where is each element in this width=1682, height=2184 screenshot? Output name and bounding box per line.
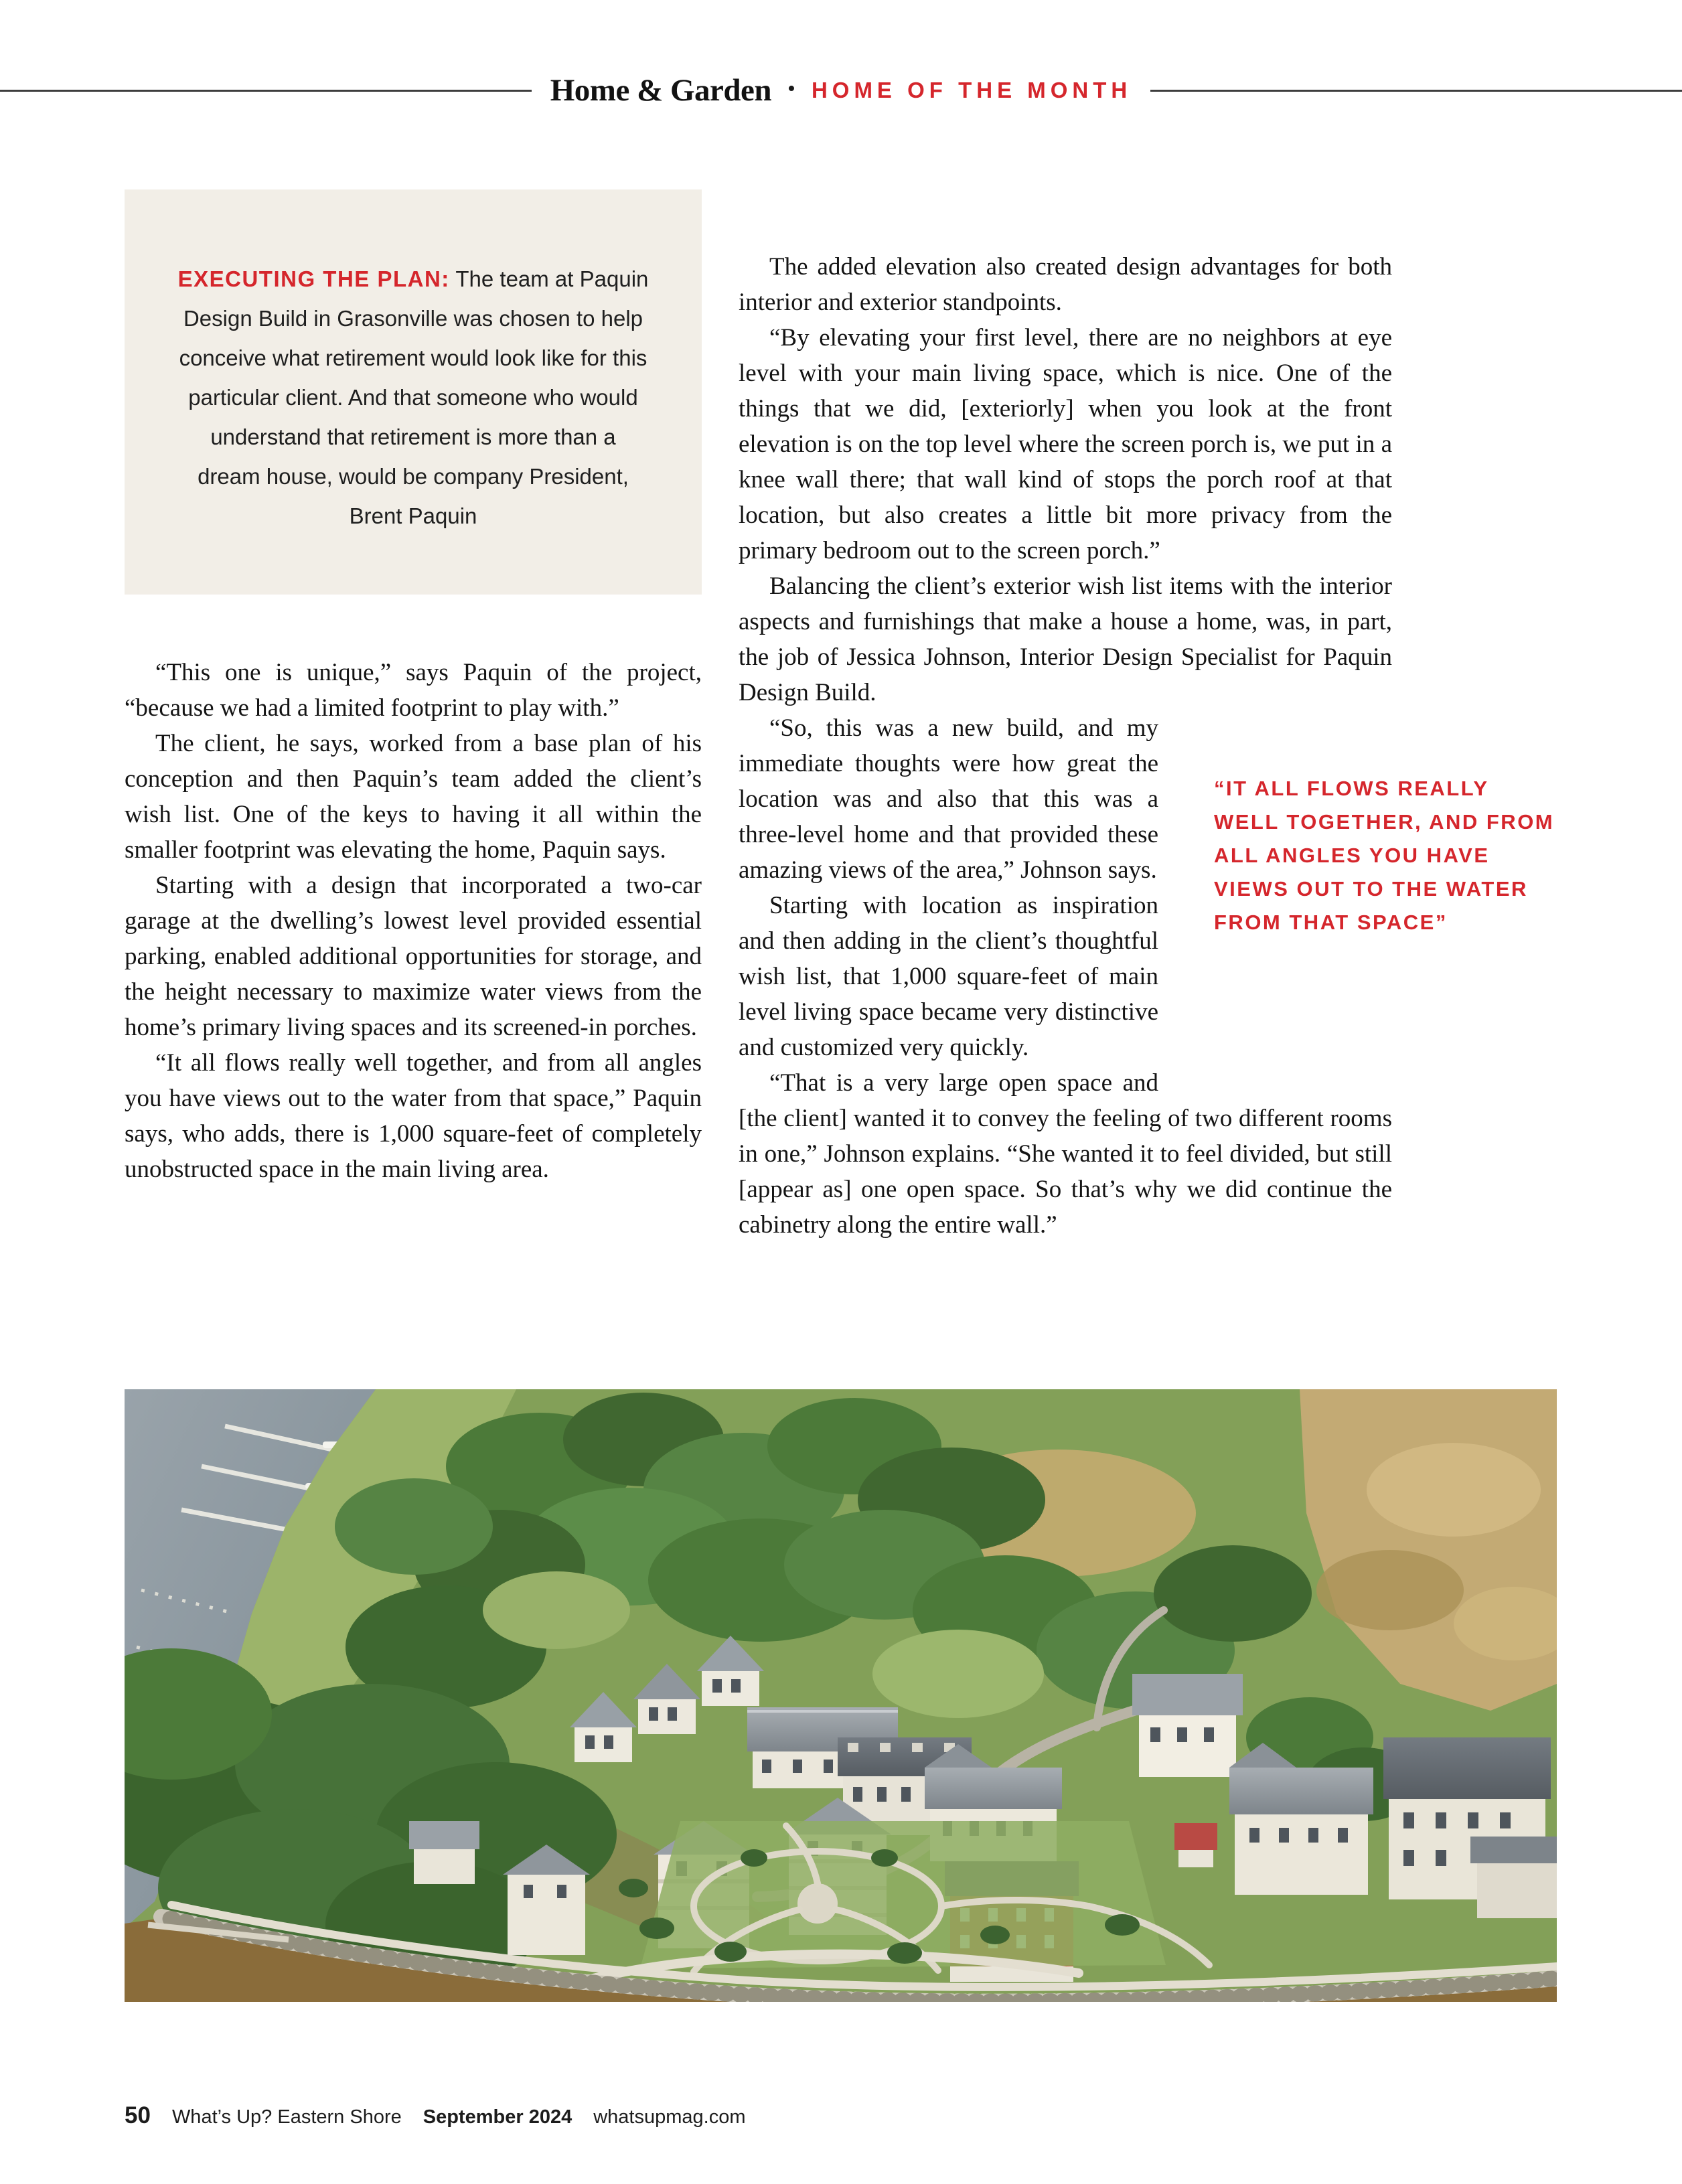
lawn-paths — [593, 1821, 1209, 1978]
body-paragraph: “So, this was a new build, and my immediate thoughts were how great the location was and also that this was a three-level home and that provided these amazing views of the area,” Johnson says. — [739, 714, 1158, 884]
box-body: The team at Paquin Design Build in Grasonville was chosen to help conceive what retirement would look like for this particular client. And that someone who would understand that retirement is more than a dream house, would be company President, Brent Paquin — [179, 266, 649, 528]
dot-separator-icon: • — [787, 76, 795, 101]
left-column — [125, 655, 702, 1187]
plaza-circle — [797, 1883, 838, 1924]
body-paragraph: Starting with a design that incorporated a two-car garage at the dwelling’s lowest level provided essential parking, enabled additional opportunities for storage, and the height necessary to maximize water views from the home’s primary living spaces and its screened-in porches. — [125, 872, 702, 1041]
body-paragraph: The added elevation also created design advantages for both interior and exterior standpoints. — [739, 253, 1392, 316]
footer — [125, 2102, 746, 2129]
body-paragraph: “That is a very large open space and [the client] wanted it to convey the feeling of two different rooms in one,” Johnson explains. “She wanted it to feel divided, but still [appear as] one open space. So that’s why we did continue the cabinetry along the entire wall.” — [739, 1069, 1392, 1239]
aerial-photo — [125, 1389, 1557, 2002]
body-paragraph: “This one is unique,” says Paquin of the project, “because we had a limited footprint to play with.” — [125, 659, 702, 722]
right-column — [739, 249, 1555, 1243]
aerial-photo-graphic — [125, 1389, 1557, 2002]
body-paragraph: Balancing the client’s exterior wish list items with the interior aspects and furnishings that make a house a home, was, in part, the job of Jessica Johnson, Interior Design Specialist for Paquin Design Build. — [739, 572, 1392, 706]
header-rule-left — [0, 90, 532, 92]
section-title: Home & Garden — [550, 73, 772, 108]
executing-the-plan-box — [125, 189, 702, 595]
issue-date: September 2024 — [423, 2106, 572, 2128]
pull-quote: “IT ALL FLOWS REALLY WELL TOGETHER, AND FROM ALL ANGLES YOU HAVE VIEWS OUT TO THE WATER FROM THAT SPACE” — [1214, 777, 1555, 934]
website-url: whatsupmag.com — [593, 2106, 746, 2128]
header-title — [550, 72, 1132, 108]
feature-title: HOME OF THE MONTH — [811, 78, 1132, 102]
header — [0, 72, 1682, 108]
body-paragraph: The client, he says, worked from a base plan of his conception and then Paquin’s team added the client’s wish list. One of the keys to having it all within the smaller footprint was elevating the home, Paquin says. — [125, 730, 702, 864]
magazine-title: What’s Up? Eastern Shore — [171, 2106, 402, 2128]
box-heading: EXECUTING THE PLAN: — [177, 266, 450, 291]
page-number: 50 — [125, 2102, 151, 2128]
body-paragraph: “By elevating your first level, there are no neighbors at eye level with your main living space, which is nice. One of the things that we did, [exteriorly] when you look at the front elevation is on the top level where the screen porch is, we put in a knee wall there; that wall kind of stops the porch roof at that location, but also creates a little bit more privacy from the primary bedroom out to the screen porch.” — [739, 324, 1392, 564]
body-paragraph: “It all flows really well together, and from all angles you have views out to the water from that space,” Paquin says, who adds, there is 1,000 square-feet of completely unobstructed space in the main living area. — [125, 1049, 702, 1183]
header-rule-right — [1150, 90, 1682, 92]
body-paragraph: Starting with location as inspiration and then adding in the client’s thoughtful wish list, that 1,000 square-feet of main level living space became very distinctive and customized very quickly. — [739, 892, 1158, 1061]
